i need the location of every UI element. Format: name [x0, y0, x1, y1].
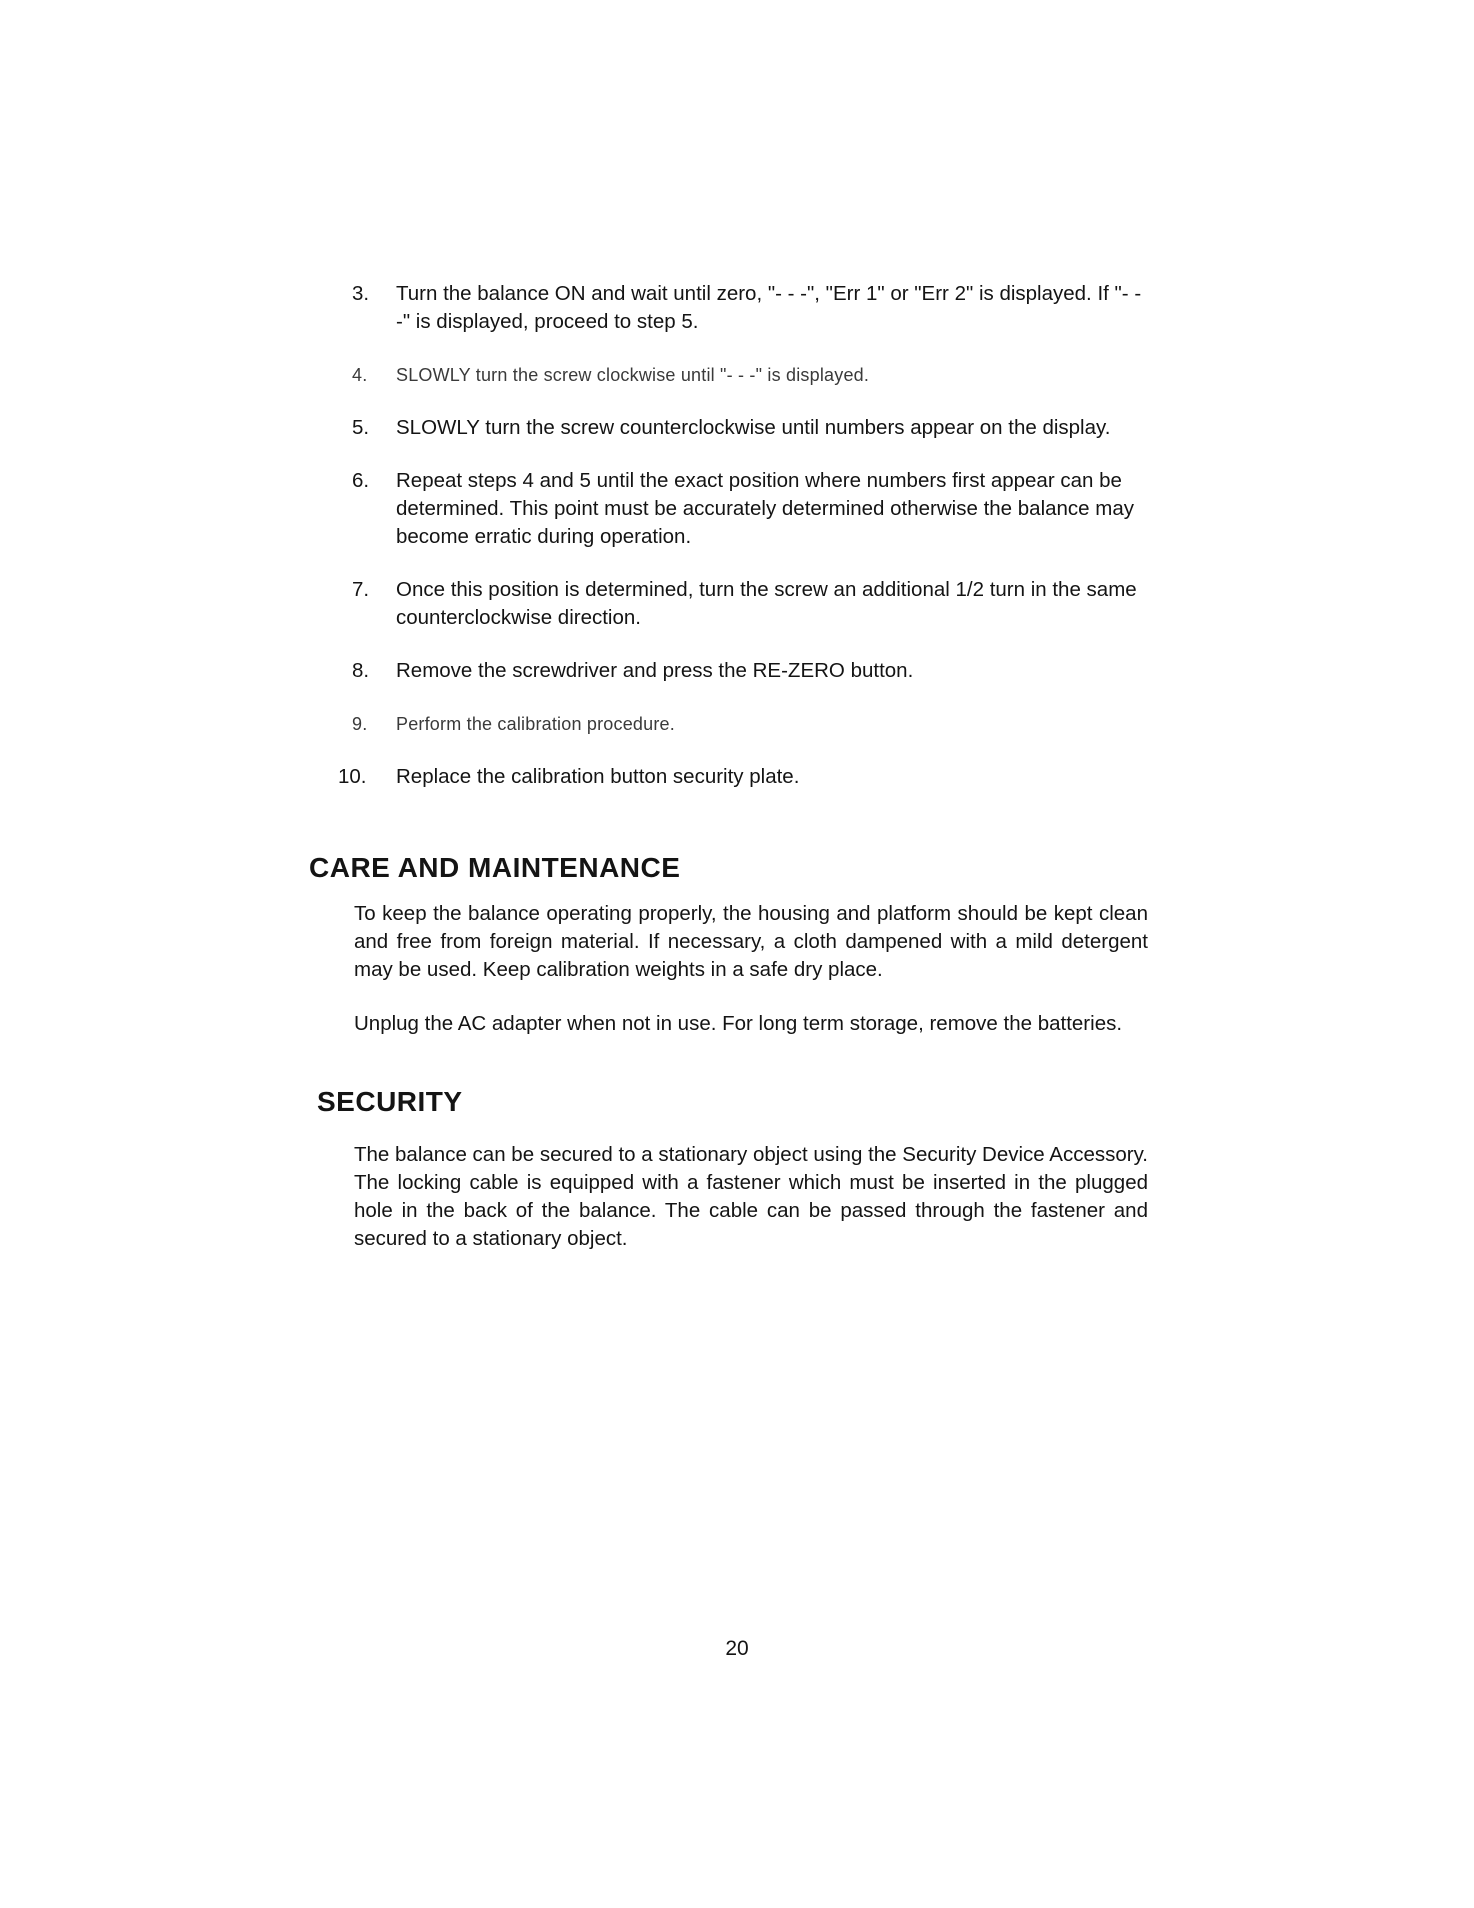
- step-4: [338, 361, 1148, 389]
- step-10: [338, 763, 1148, 791]
- step-8: [338, 657, 1148, 685]
- step-number: 10.: [338, 765, 367, 788]
- step-5: [338, 414, 1148, 442]
- step-number: 7.: [352, 578, 370, 601]
- care-maintenance-heading: CARE AND MAINTENANCE: [309, 852, 681, 883]
- security-paragraph: The balance can be secured to a stationary object using the Security Device Accessory. The locking cable is equipped with a fastener which must be inserted in the plugged hole in the back of the balance. The cable can be passed through the fastener and secured to a stationary object.: [354, 1143, 1148, 1250]
- step-7: [338, 576, 1148, 632]
- step-text: SLOWLY turn the screw clockwise until "- - -" is displayed.: [396, 365, 870, 385]
- step-text: Repeat steps 4 and 5 until the exact position where numbers first appear can be determined. This point must be accurately determined otherwise the balance may become erratic during operation.: [396, 469, 1135, 548]
- step-text: Perform the calibration procedure.: [396, 714, 675, 734]
- step-text: Once this position is determined, turn the screw an additional 1/2 turn in the same counterclockwise direction.: [396, 578, 1137, 629]
- step-number: 9.: [352, 714, 368, 734]
- care-paragraph-2: Unplug the AC adapter when not in use. For long term storage, remove the batteries.: [354, 1012, 1123, 1035]
- care-paragraph-1: To keep the balance operating properly, the housing and platform should be kept clean and free from foreign material. If necessary, a cloth dampened with a mild detergent may be used. Keep calibration weights in a safe dry place.: [354, 902, 1148, 981]
- step-3: [338, 280, 1148, 336]
- step-number: 6.: [352, 469, 370, 492]
- step-text: SLOWLY turn the screw counterclockwise until numbers appear on the display.: [396, 416, 1111, 439]
- step-text: Remove the screwdriver and press the RE-ZERO button.: [396, 659, 914, 682]
- security-heading: SECURITY: [317, 1086, 463, 1117]
- step-number: 4.: [352, 365, 368, 385]
- step-6: [338, 467, 1148, 551]
- page-number: 20: [725, 1637, 749, 1660]
- step-text: Turn the balance ON and wait until zero, "- - -", "Err 1" or "Err 2" is displayed. If "- - -" is displayed, proceed to step 5.: [396, 282, 1142, 333]
- step-text: Replace the calibration button security plate.: [396, 765, 800, 788]
- procedure-steps: [338, 280, 1148, 816]
- step-number: 5.: [352, 416, 370, 439]
- step-9: [338, 710, 1148, 738]
- step-number: 8.: [352, 659, 370, 682]
- step-number: 3.: [352, 282, 370, 305]
